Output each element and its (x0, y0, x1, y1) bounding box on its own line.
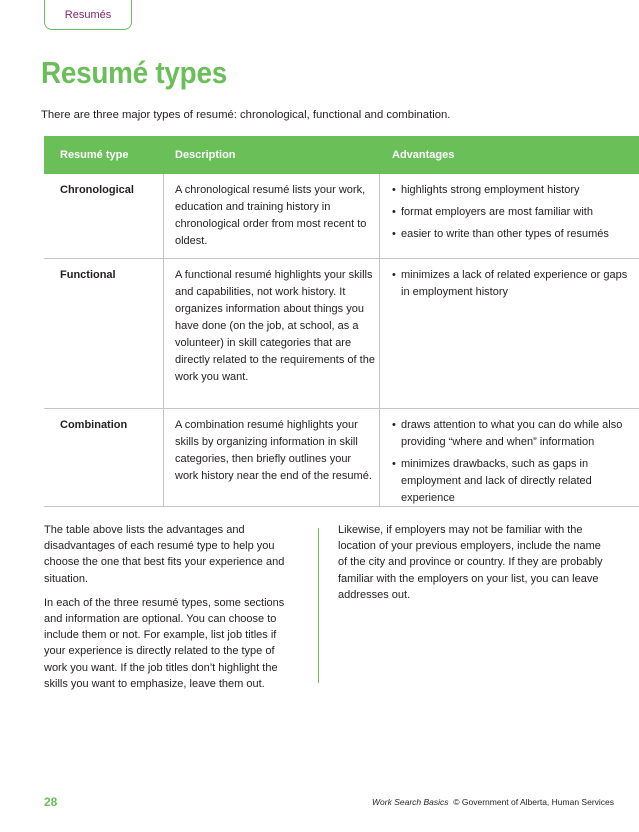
table-header (44, 136, 639, 174)
header-resume-type: Resumé type (60, 149, 129, 161)
page-title: Resumé types (41, 55, 227, 90)
advantage-item: • format employers are most familiar with (392, 204, 632, 221)
row-advantages (392, 417, 632, 512)
body-paragraph: The table above lists the advantages and disadvantages of each resumé type to help you choose the one that best fits your experience and situation. (44, 524, 285, 585)
resume-types-table (44, 136, 639, 507)
publication-title: Work Search Basics (372, 797, 449, 807)
advantage-item: • draws attention to what you can do while also providing “where and when” information (392, 417, 632, 451)
intro-text: There are three major types of resumé: chronological, functional and combination. (41, 109, 451, 121)
body-paragraph: In each of the three resumé types, some sections and information are optional. You can choose to include them or not. For example, list job titles if your experience is directly related to the type of work you want. If the job titles don’t highlight the skills you want to emphasize, leave them out. (44, 596, 285, 690)
row-advantages (392, 182, 632, 248)
row-advantages (392, 267, 632, 306)
table-row-combination (44, 409, 639, 507)
advantage-item: • minimizes a lack of related experience or gaps in employment history (392, 267, 632, 301)
row-description: A chronological resumé lists your work, education and training history in chronological order from most recent to oldest. (175, 184, 367, 247)
footer-credit (372, 797, 614, 807)
row-description: A functional resumé highlights your skills and capabilities, not work history. It organizes information about things you have done (on the job, at school, as a volunteer) in skill categories that are directly related to the requirements of the work you want. (175, 269, 375, 383)
section-tab (44, 0, 132, 30)
advantage-item: • minimizes drawbacks, such as gaps in employment and lack of directly related experience (392, 456, 632, 507)
header-advantages: Advantages (392, 149, 455, 161)
page-number: 28 (44, 795, 58, 809)
section-tab-label: Resumés (64, 8, 112, 21)
header-description: Description (175, 149, 236, 161)
column-divider-line (318, 528, 319, 683)
advantage-item: • easier to write than other types of resumés (392, 226, 632, 243)
row-type: Functional (60, 269, 116, 281)
table-row-chronological (44, 174, 639, 259)
body-right-column (338, 522, 608, 611)
row-type: Combination (60, 419, 128, 431)
table-row-functional (44, 259, 639, 409)
row-type: Chronological (60, 184, 134, 196)
copyright-text: © Government of Alberta, Human Services (453, 797, 615, 807)
body-paragraph: Likewise, if employers may not be familiar with the location of your previous employers, include the name of the city and province or country. If they are probably familiar with the employers on your list, you can leave addresses out. (338, 524, 603, 601)
body-left-column (44, 522, 294, 700)
advantage-item: • highlights strong employment history (392, 182, 632, 199)
row-description: A combination resumé highlights your skills by organizing information in skill categories, then briefly outlines your work history near the end of the resumé. (175, 419, 372, 482)
